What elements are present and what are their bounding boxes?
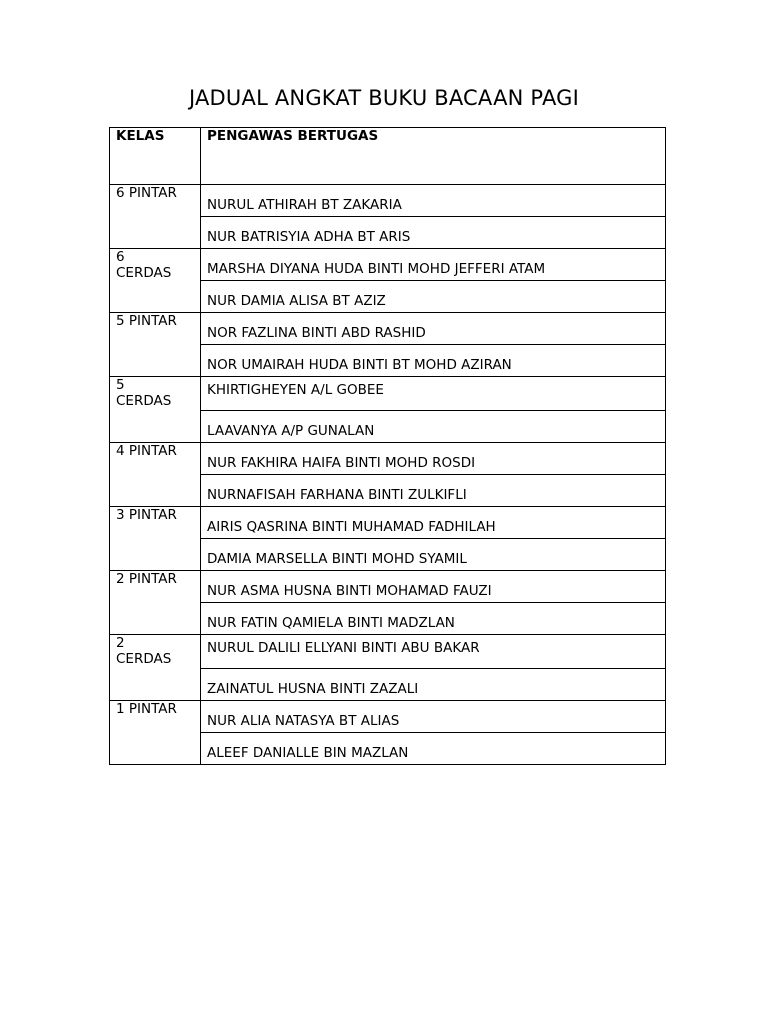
- prefect-name-cell: NURUL ATHIRAH BT ZAKARIA: [201, 185, 666, 217]
- class-cell: 1 PINTAR: [110, 701, 201, 765]
- prefect-name-cell: NUR FAKHIRA HAIFA BINTI MOHD ROSDI: [201, 443, 666, 475]
- class-cell: 2 PINTAR: [110, 571, 201, 635]
- prefect-name-cell: NOR FAZLINA BINTI ABD RASHID: [201, 313, 666, 345]
- class-cell: 3 PINTAR: [110, 507, 201, 571]
- prefect-name-cell: LAAVANYA A/P GUNALAN: [201, 411, 666, 443]
- header-pengawas-bertugas: PENGAWAS BERTUGAS: [201, 128, 666, 185]
- class-cell: 4 PINTAR: [110, 443, 201, 507]
- table-row: [110, 571, 666, 603]
- class-cell: 6 PINTAR: [110, 185, 201, 249]
- prefect-name-cell: KHIRTIGHEYEN A/L GOBEE: [201, 377, 666, 411]
- prefect-name-cell: ZAINATUL HUSNA BINTI ZAZALI: [201, 669, 666, 701]
- prefect-name-cell: MARSHA DIYANA HUDA BINTI MOHD JEFFERI ATAM: [201, 249, 666, 281]
- prefect-name-cell: NUR FATIN QAMIELA BINTI MADZLAN: [201, 603, 666, 635]
- table-header-row: [110, 128, 666, 185]
- prefect-name-cell: NUR ALIA NATASYA BT ALIAS: [201, 701, 666, 733]
- class-cell: 2 CERDAS: [110, 635, 201, 701]
- prefect-name-cell: NUR DAMIA ALISA BT AZIZ: [201, 281, 666, 313]
- prefect-name-cell: NUR BATRISYIA ADHA BT ARIS: [201, 217, 666, 249]
- table-row: [110, 443, 666, 475]
- prefect-name-cell: NURUL DALILI ELLYANI BINTI ABU BAKAR: [201, 635, 666, 669]
- class-cell: 5 CERDAS: [110, 377, 201, 443]
- class-cell: 6 CERDAS: [110, 249, 201, 313]
- page-title: JADUAL ANGKAT BUKU BACAAN PAGI: [188, 86, 580, 110]
- table-row: [110, 313, 666, 345]
- table-row: [110, 507, 666, 539]
- table-row: [110, 377, 666, 411]
- prefect-name-cell: NUR ASMA HUSNA BINTI MOHAMAD FAUZI: [201, 571, 666, 603]
- prefect-name-cell: NURNAFISAH FARHANA BINTI ZULKIFLI: [201, 475, 666, 507]
- prefect-name-cell: ALEEF DANIALLE BIN MAZLAN: [201, 733, 666, 765]
- prefect-name-cell: NOR UMAIRAH HUDA BINTI BT MOHD AZIRAN: [201, 345, 666, 377]
- class-cell: 5 PINTAR: [110, 313, 201, 377]
- duty-table: [109, 127, 666, 765]
- table-row: [110, 635, 666, 669]
- prefect-name-cell: AIRIS QASRINA BINTI MUHAMAD FADHILAH: [201, 507, 666, 539]
- table-row: [110, 249, 666, 281]
- prefect-name-cell: DAMIA MARSELLA BINTI MOHD SYAMIL: [201, 539, 666, 571]
- table-row: [110, 185, 666, 217]
- header-kelas: KELAS: [110, 128, 201, 185]
- table-row: [110, 701, 666, 733]
